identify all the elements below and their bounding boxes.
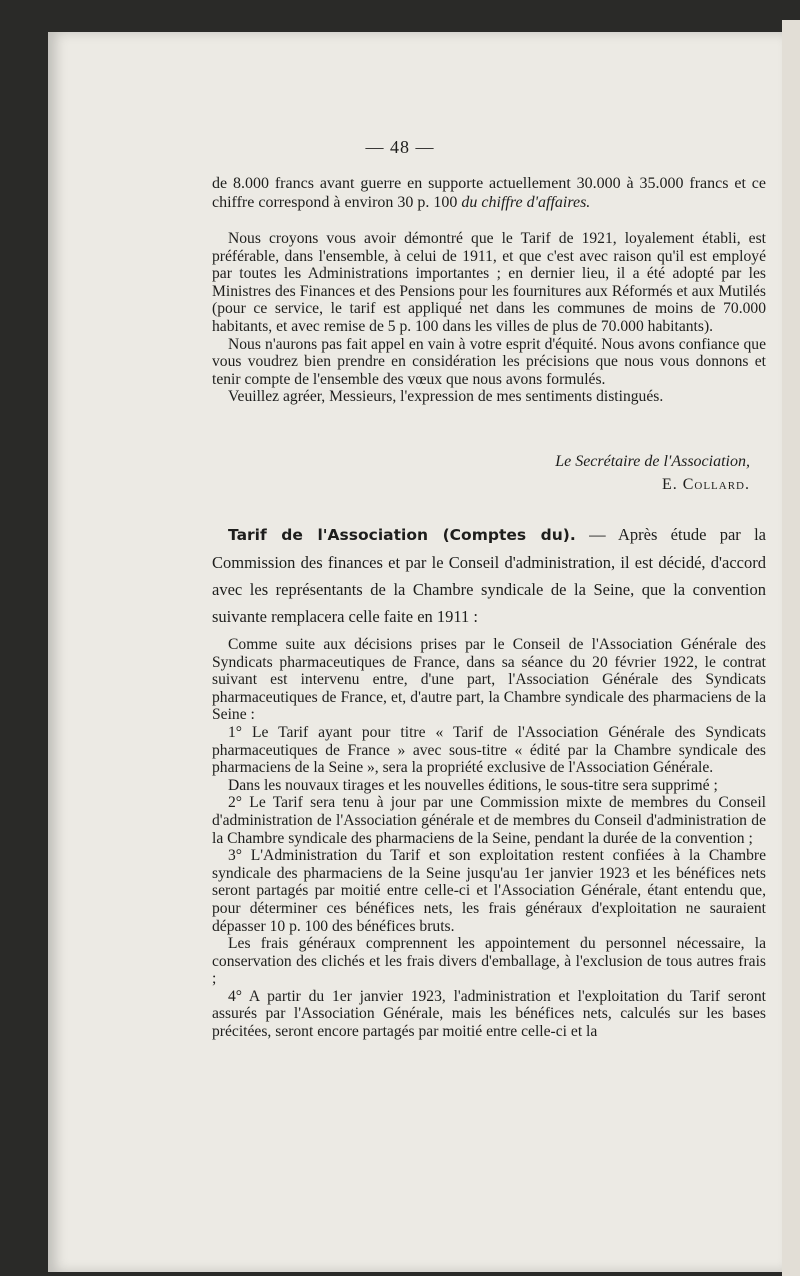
convention-paragraph: 1° Le Tarif ayant pour titre « Tarif de l'Association Générale des Syndicats pharmaceutiques de France » avec sous-titre « édité par la Chambre syndicale des pharmaciens de la Seine », sera la propriété exclusive de l'Association Générale. bbox=[212, 723, 766, 777]
signature bbox=[520, 450, 750, 496]
section-heading: Tarif de l'Association (Comptes du). bbox=[228, 526, 576, 544]
page-number: — 48 — bbox=[365, 137, 435, 157]
page-edge bbox=[782, 20, 800, 1276]
section-intro bbox=[212, 521, 766, 630]
continued-text bbox=[212, 174, 766, 212]
continued-text-body: de 8.000 francs avant guerre en supporte actuellement 30.000 à 35.000 francs et ce chiffre correspond à environ 30 p. 100 bbox=[212, 175, 766, 211]
signature-name: E. Collard. bbox=[661, 476, 750, 493]
signature-role: Le Secrétaire de l'Association, bbox=[555, 453, 750, 470]
letter-paragraph: Nous n'aurons pas fait appel en vain à votre esprit d'équité. Nous avons confiance que vous voudrez bien prendre en considération les précisions que nous vous donnons et tenir compte de l'ensemble des vœux que nous avons formulés. bbox=[212, 335, 766, 388]
convention-paragraph: 3° L'Administration du Tarif et son exploitation restent confiées à la Chambre syndicale des pharmaciens de la Seine jusqu'au 1er janvier 1923 et les bénéfices nets seront partagés par moitié entre celle-ci et l'Association Générale, étant entendu que, pour déterminer ces bénéfices nets, les frais généraux d'exploitation ne sauraient dépasser 10 p. 100 des bénéfices bruts. bbox=[212, 847, 766, 935]
letter-paragraph: Veuillez agréer, Messieurs, l'expression de mes sentiments distingués. bbox=[228, 388, 664, 406]
convention-paragraph: 2° Le Tarif sera tenu à jour par une Commission mixte de membres du Conseil d'administration de l'Association générale et de membres du Conseil d'administration de la Chambre syndicale des pharmaciens de la Seine, pendant la durée de la convention ; bbox=[212, 794, 766, 847]
section-text: — Après étude par la Commission des finances et par le Conseil d'administration, il est décidé, d'accord avec les représentants de la Chambre syndicale de la Seine, que la convention suivante remplacera celle faite en 1911 : bbox=[212, 525, 767, 626]
convention-text bbox=[212, 636, 766, 1041]
continued-text-italic: du chiffre d'affaires. bbox=[461, 194, 591, 211]
convention-paragraph: 4° A partir du 1er janvier 1923, l'administration et l'exploitation du Tarif seront assurés par l'Association Générale, mais les bénéfices nets, calculés sur les bases précitées, seront encore partagés par moitié entre celle-ci et la bbox=[212, 987, 766, 1041]
convention-paragraph: Les frais généraux comprennent les appointement du personnel nécessaire, la conservation des clichés et les frais divers d'emballage, à l'exclusion de tous autres frais ; bbox=[212, 935, 766, 988]
convention-paragraph: Dans les nouvaux tirages et les nouvelles éditions, le sous-titre sera supprimé ; bbox=[228, 776, 718, 794]
convention-paragraph: Comme suite aux décisions prises par le Conseil de l'Association Générale des Syndicats pharmaceutiques de France, dans sa séance du 20 février 1922, le contrat suivant est intervenu entre, d'une part, l'Association Générale des Syndicats pharmaceutiques de France, et, d'autre part, la Chambre syndicale des pharmaciens de la Seine : bbox=[212, 636, 766, 724]
letter-body bbox=[212, 230, 766, 406]
letter-paragraph: Nous croyons vous avoir démontré que le Tarif de 1921, loyalement établi, est préférable, dans l'ensemble, à celui de 1911, et que c'est avec raison qu'il est employé par toutes les Administrations importantes ; en dernier lieu, il a été adopté par les Ministres des Finances et des Pensions pour les fournitures aux Réformés et aux Mutilés (pour ce service, le tarif est appliqué net dans les communes de moins de 70.000 habitants, et avec remise de 5 p. 100 dans les villes de plus de 70.000 habitants). bbox=[212, 230, 766, 335]
